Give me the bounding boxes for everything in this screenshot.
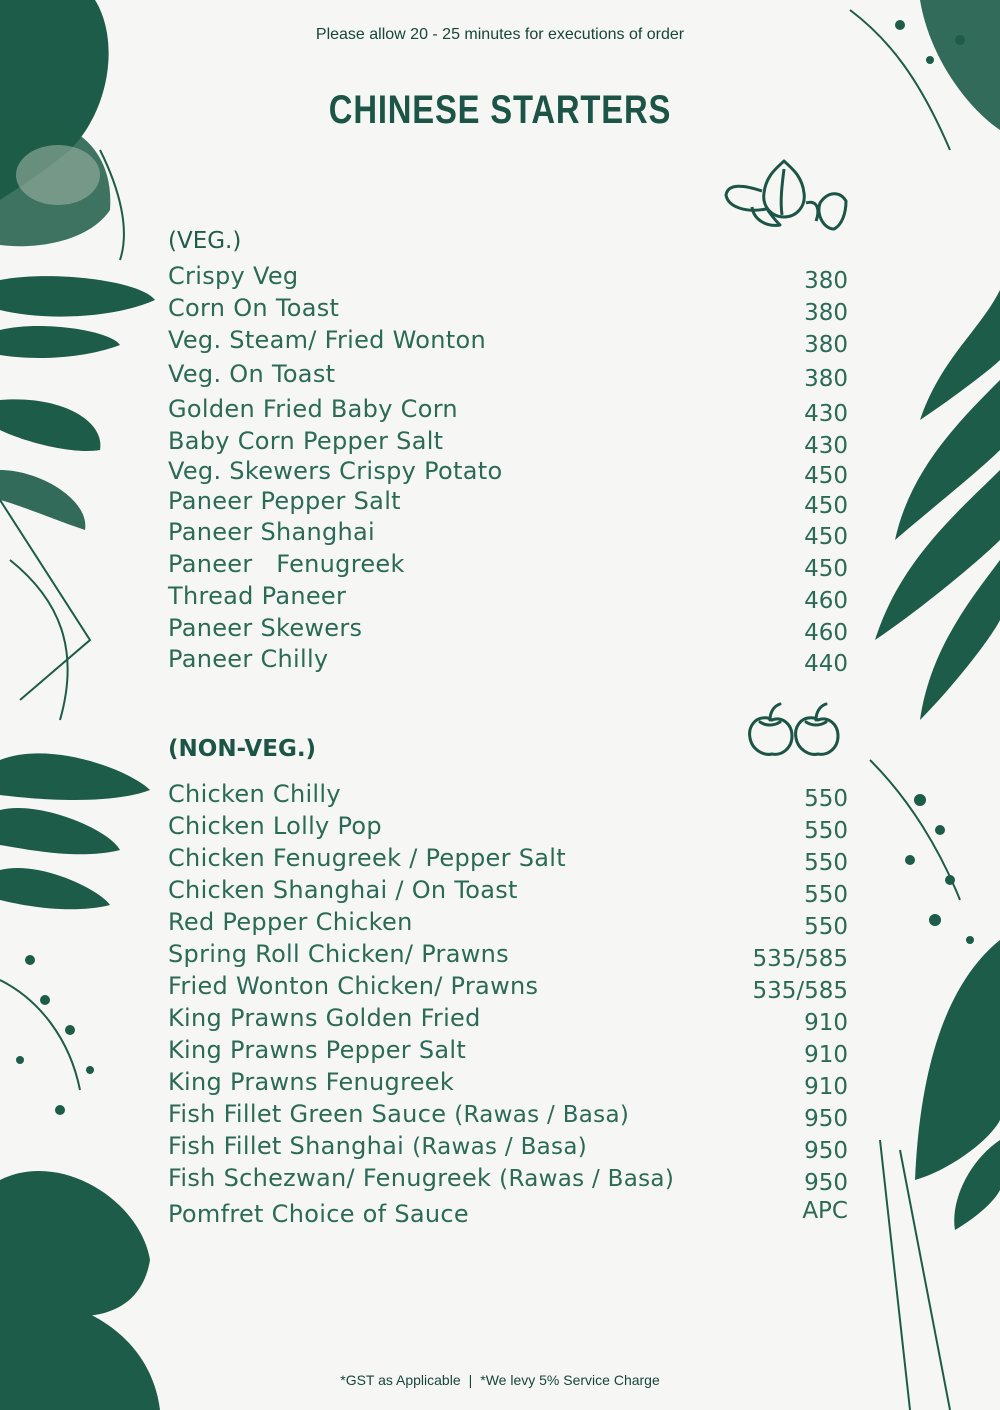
item-price: 380 <box>804 268 848 294</box>
item-price: 950 <box>804 1138 848 1164</box>
item-name: Spring Roll Chicken/ Prawns <box>168 940 509 968</box>
menu-item <box>168 427 848 457</box>
page-title: CHINESE STARTERS <box>328 88 672 132</box>
garlic-icon <box>722 155 848 237</box>
item-price: 910 <box>804 1042 848 1068</box>
item-price: 460 <box>804 588 848 614</box>
item-name: Paneer Pepper Salt <box>168 487 401 515</box>
menu-item <box>168 487 848 518</box>
item-name: Paneer Skewers <box>168 614 363 642</box>
item-name: King Prawns Golden Fried <box>168 1004 481 1032</box>
item-price: 380 <box>804 300 848 326</box>
item-price: 550 <box>804 850 848 876</box>
cherry-tomato-icon <box>746 702 842 758</box>
menu-item <box>168 262 848 294</box>
item-price: 550 <box>804 818 848 844</box>
menu-item <box>168 550 848 582</box>
menu-item <box>168 360 848 395</box>
item-name: Chicken Chilly <box>168 780 341 808</box>
item-name: Red Pepper Chicken <box>168 908 413 936</box>
item-name: Golden Fried Baby Corn <box>168 395 458 423</box>
menu-item <box>168 1004 848 1036</box>
item-price: 450 <box>804 524 848 550</box>
item-price: 950 <box>804 1106 848 1132</box>
item-price: 450 <box>804 556 848 582</box>
menu-item <box>168 1164 848 1200</box>
left-foliage-decoration <box>0 0 165 1410</box>
menu-item <box>168 582 848 614</box>
menu-item <box>168 294 848 326</box>
menu-item <box>168 1100 848 1132</box>
item-name: Paneer Fenugreek <box>168 550 405 578</box>
item-name: Baby Corn Pepper Salt <box>168 427 444 455</box>
item-name: Chicken Lolly Pop <box>168 812 382 840</box>
item-name: King Prawns Pepper Salt <box>168 1036 467 1064</box>
menu-item <box>168 940 848 972</box>
item-price: 460 <box>804 620 848 646</box>
veg-menu-list <box>168 262 848 676</box>
menu-item <box>168 1036 848 1068</box>
menu-item <box>168 645 848 676</box>
item-name: Veg. Skewers Crispy Potato <box>168 457 503 485</box>
item-price: 450 <box>804 463 848 489</box>
item-price: 550 <box>804 914 848 940</box>
item-price: 430 <box>804 401 848 427</box>
right-foliage-decoration <box>840 0 1000 1410</box>
item-price: 450 <box>804 493 848 519</box>
item-price: 535/585 <box>752 978 848 1004</box>
item-name: Fish Schezwan/ Fenugreek (Rawas / Basa) <box>168 1164 675 1192</box>
item-name: Fish Fillet Shanghai (Rawas / Basa) <box>168 1132 587 1160</box>
item-price: 910 <box>804 1010 848 1036</box>
footer-note <box>0 1372 1000 1388</box>
item-name: Chicken Fenugreek / Pepper Salt <box>168 844 566 872</box>
menu-item <box>168 395 848 427</box>
item-name: Thread Paneer <box>168 582 347 610</box>
item-price: 550 <box>804 882 848 908</box>
menu-item <box>168 518 848 550</box>
item-name: Veg. On Toast <box>168 360 336 388</box>
menu-item <box>168 812 848 844</box>
item-name: Paneer Shanghai <box>168 518 376 546</box>
menu-item <box>168 457 848 487</box>
nonveg-menu-list <box>168 780 848 1232</box>
item-name: Paneer Chilly <box>168 645 329 673</box>
item-name: Pomfret Choice of Sauce <box>168 1200 469 1228</box>
service-charge-note: *We levy 5% Service Charge <box>480 1372 660 1388</box>
item-price: 950 <box>804 1170 848 1196</box>
item-name: Veg. Steam/ Fried Wonton <box>168 326 486 354</box>
item-name: Fried Wonton Chicken/ Prawns <box>168 972 539 1000</box>
menu-item <box>168 1068 848 1100</box>
menu-item <box>168 876 848 908</box>
menu-item <box>168 972 848 1004</box>
order-time-notice: Please allow 20 - 25 minutes for executions of order <box>315 26 685 43</box>
item-name: Corn On Toast <box>168 294 340 322</box>
item-price: 910 <box>804 1074 848 1100</box>
menu-item <box>168 1200 848 1232</box>
menu-item <box>168 614 848 645</box>
item-price: 550 <box>804 786 848 812</box>
footer-separator: | <box>468 1372 473 1388</box>
item-price: 380 <box>804 366 848 392</box>
menu-item <box>168 780 848 812</box>
item-price: 380 <box>804 332 848 358</box>
item-name: Crispy Veg <box>168 262 299 290</box>
menu-item <box>168 1132 848 1164</box>
menu-item <box>168 908 848 940</box>
veg-section-heading: (VEG.) <box>168 228 242 254</box>
item-price: 535/585 <box>752 946 848 972</box>
item-price: 440 <box>804 651 848 677</box>
nonveg-section-heading: (NON-VEG.) <box>168 736 317 762</box>
menu-item <box>168 326 848 360</box>
item-name: Chicken Shanghai / On Toast <box>168 876 518 904</box>
item-name: Fish Fillet Green Sauce (Rawas / Basa) <box>168 1100 630 1128</box>
item-price: APC <box>802 1198 848 1224</box>
gst-note: *GST as Applicable <box>340 1372 461 1388</box>
item-name: King Prawns Fenugreek <box>168 1068 455 1096</box>
menu-item <box>168 844 848 876</box>
item-price: 430 <box>804 433 848 459</box>
